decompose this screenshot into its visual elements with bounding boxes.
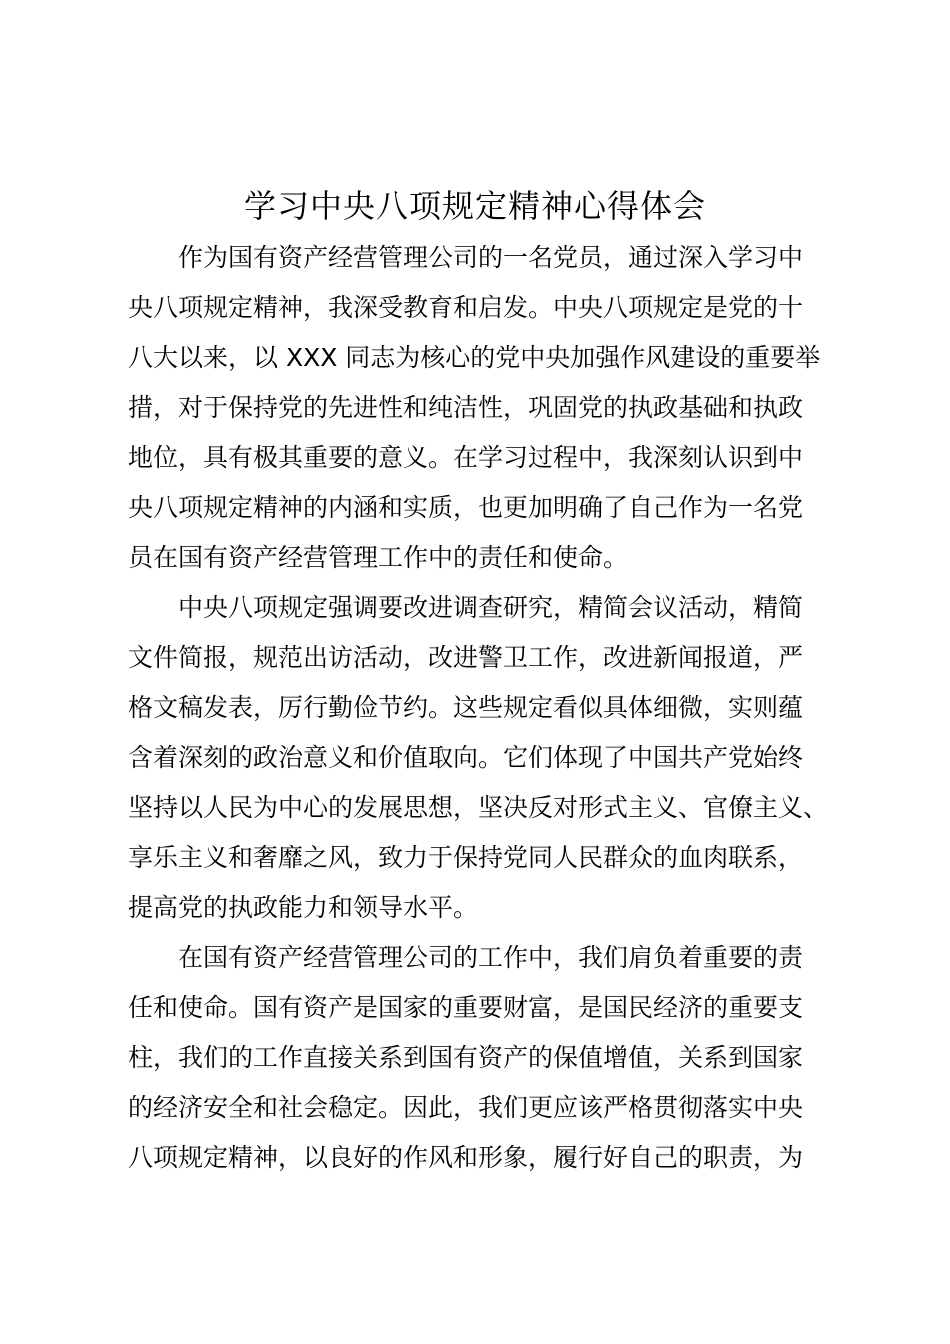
text-line: 含着深刻的政治意义和价值取向。它们体现了中国共产党始终 bbox=[128, 743, 804, 772]
text-line: 作为国有资产经营管理公司的一名党员，通过深入学习中 bbox=[178, 243, 804, 272]
text-line: 央八项规定精神，我深受教育和启发。中央八项规定是党的十 bbox=[128, 293, 804, 322]
text-line: 员在国有资产经营管理工作中的责任和使命。 bbox=[128, 543, 629, 572]
text-line: 提高党的执政能力和领导水平。 bbox=[128, 893, 479, 922]
text-line: 享乐主义和奢靡之风，致力于保持党同人民群众的血肉联系， bbox=[128, 843, 804, 872]
text-line: 坚持以人民为中心的发展思想，坚决反对形式主义、官僚主义、 bbox=[128, 793, 829, 822]
text-line: 措，对于保持党的先进性和纯洁性，巩固党的执政基础和执政 bbox=[128, 393, 804, 422]
text-line: 在国有资产经营管理公司的工作中，我们肩负着重要的责 bbox=[178, 943, 804, 972]
text-line: 文件简报，规范出访活动，改进警卫工作，改进新闻报道，严 bbox=[128, 643, 804, 672]
text-line: 地位，具有极其重要的意义。在学习过程中，我深刻认识到中 bbox=[128, 443, 804, 472]
text-line: 央八项规定精神的内涵和实质，也更加明确了自己作为一名党 bbox=[128, 493, 804, 522]
text-line: 八大以来，以 XXX 同志为核心的党中央加强作风建设的重要举 bbox=[128, 343, 821, 372]
text-line: 任和使命。国有资产是国家的重要财富，是国民经济的重要支 bbox=[128, 993, 804, 1022]
text-line: 柱，我们的工作直接关系到国有资产的保值增值，关系到国家 bbox=[128, 1043, 804, 1072]
text-line: 中央八项规定强调要改进调查研究，精简会议活动，精简 bbox=[178, 593, 804, 622]
document-title: 学习中央八项规定精神心得体会 bbox=[243, 187, 706, 225]
text-line: 格文稿发表，厉行勤俭节约。这些规定看似具体细微，实则蕴 bbox=[128, 693, 804, 722]
text-line: 八项规定精神，以良好的作风和形象，履行好自己的职责，为 bbox=[128, 1143, 804, 1172]
document-body bbox=[128, 233, 848, 1183]
text-line: 的经济安全和社会稳定。因此，我们更应该严格贯彻落实中央 bbox=[128, 1093, 804, 1122]
